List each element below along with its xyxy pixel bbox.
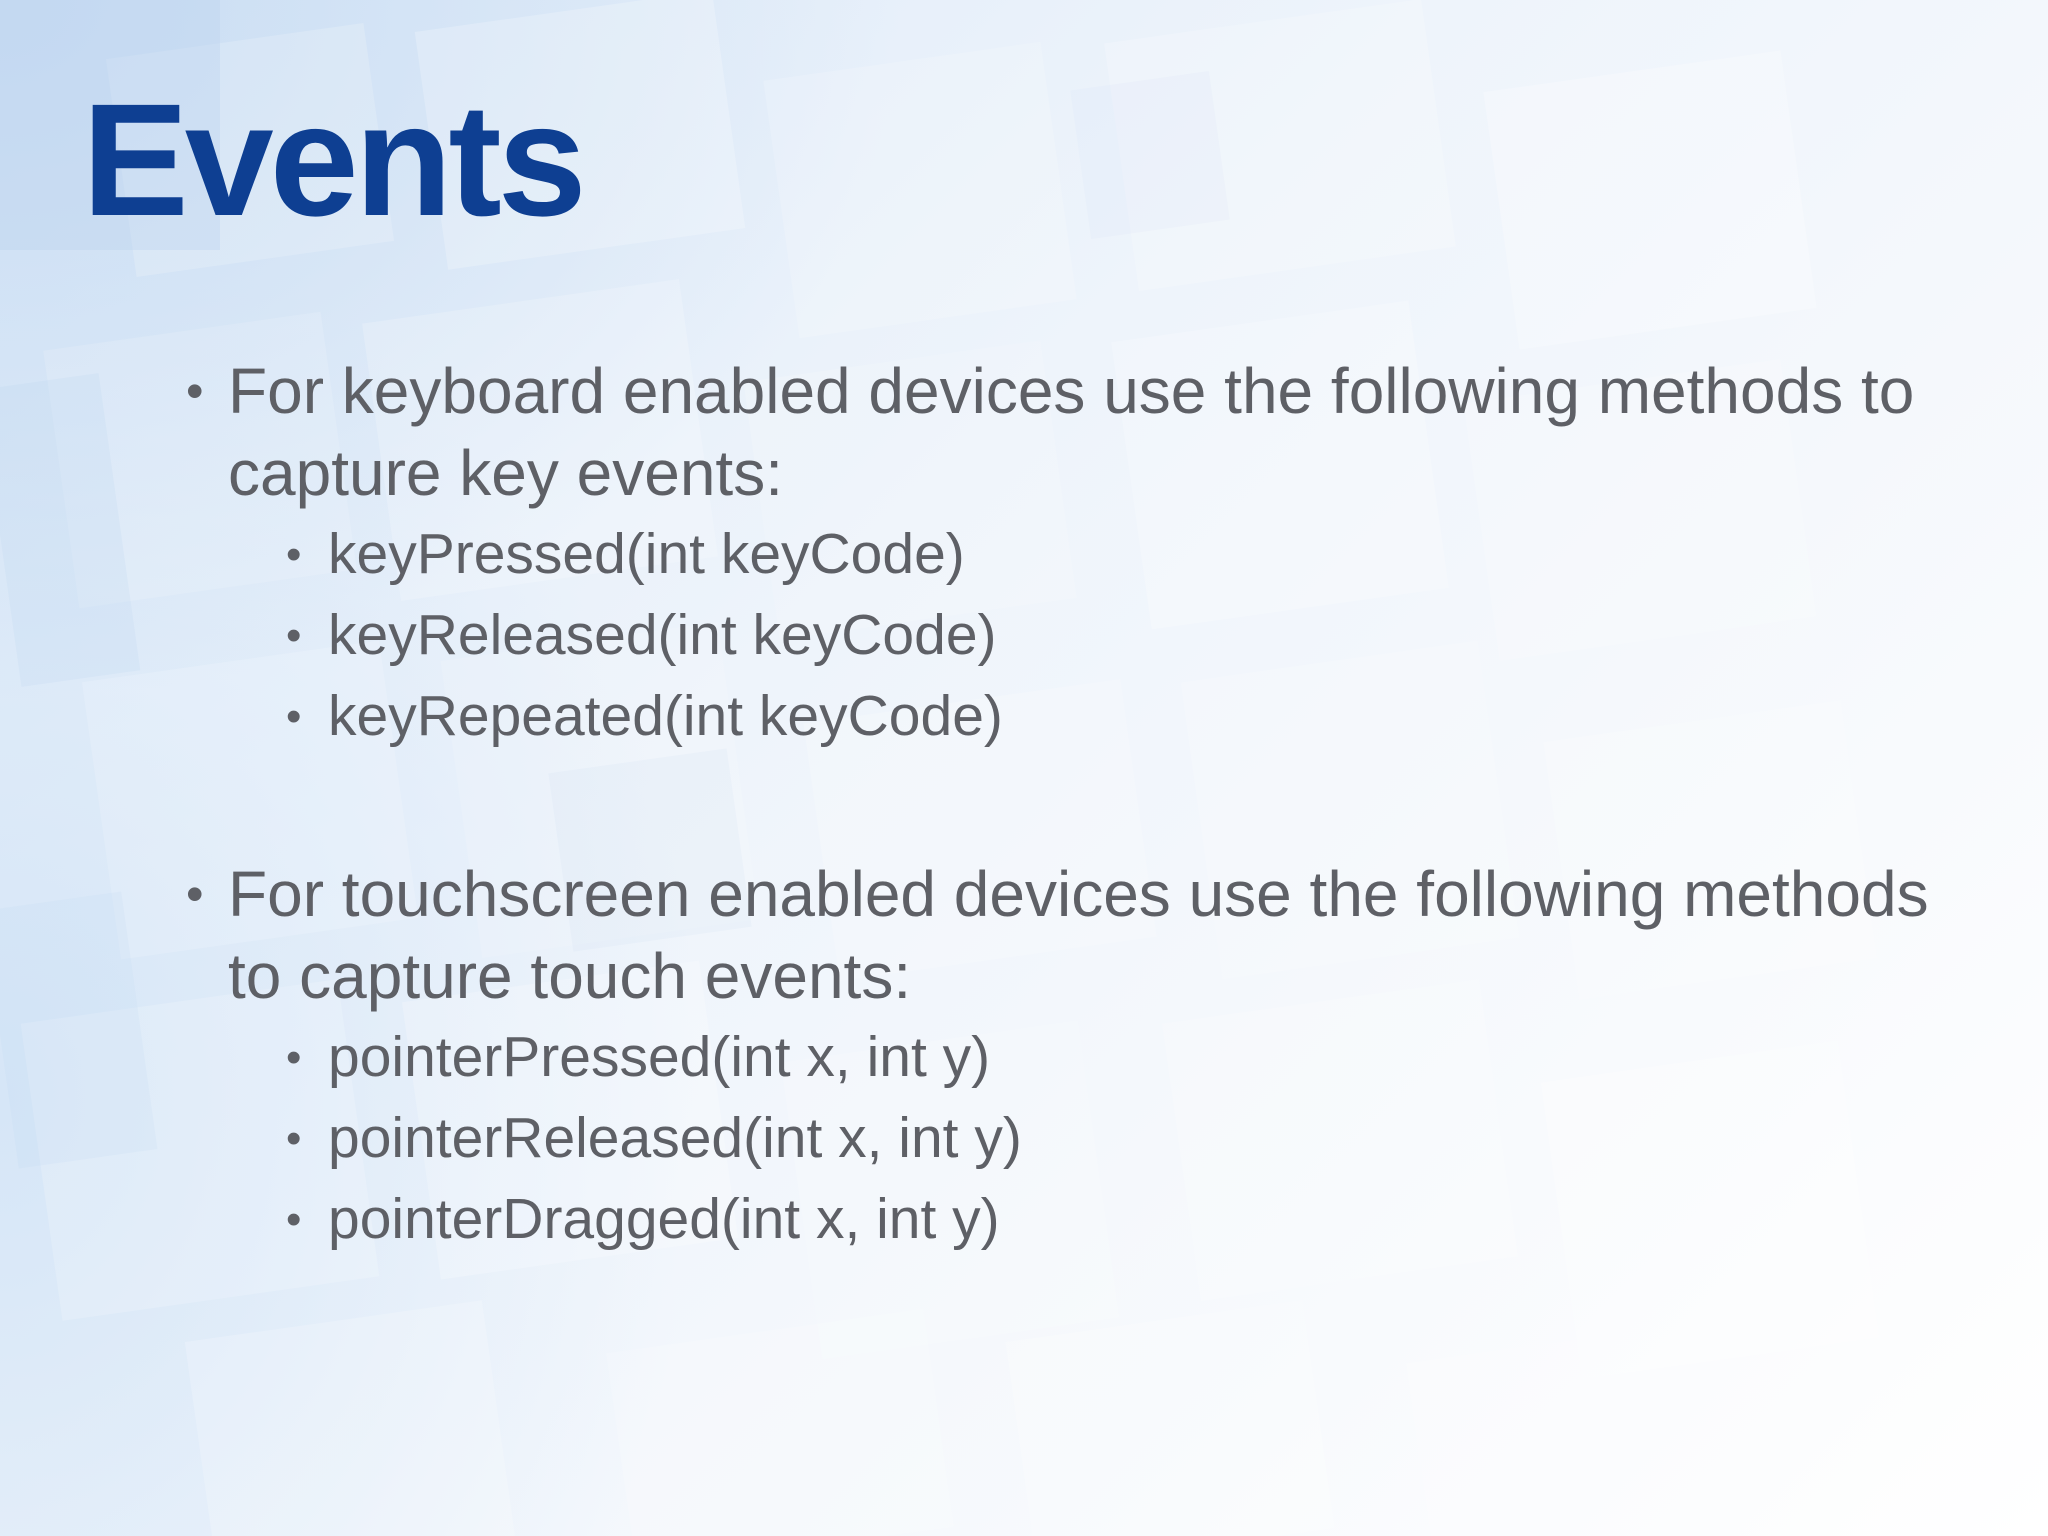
list-item-pointerpressed [180, 1017, 1980, 1098]
method-keyreleased: keyReleased(int keyCode) [328, 603, 997, 667]
slide-body [180, 350, 1980, 1260]
sub-bullet-marker: • [286, 1195, 302, 1244]
sub-bullet-marker: • [286, 1114, 302, 1163]
bullet-marker: • [186, 866, 204, 922]
method-pointerdragged: pointerDragged(int x, int y) [328, 1187, 1000, 1251]
list-item-keyrepeated [180, 676, 1980, 757]
list-item-keypressed [180, 514, 1980, 595]
bullet-keyboard [180, 350, 1980, 514]
sub-bullet-marker: • [286, 611, 302, 660]
list-item-pointerreleased [180, 1098, 1980, 1179]
keyboard-methods-list [180, 514, 1980, 757]
bullet-group-keyboard [180, 350, 1980, 757]
sub-bullet-marker: • [286, 692, 302, 741]
slide-title: Events [82, 70, 583, 249]
method-keyrepeated: keyRepeated(int keyCode) [328, 684, 1003, 748]
method-pointerreleased: pointerReleased(int x, int y) [328, 1106, 1022, 1170]
section-spacer [180, 757, 1980, 853]
method-keypressed: keyPressed(int keyCode) [328, 522, 965, 586]
sub-bullet-marker: • [286, 530, 302, 579]
list-item-pointerdragged [180, 1179, 1980, 1260]
bullet-keyboard-text: For keyboard enabled devices use the following methods to capture key events: [228, 355, 1915, 509]
bullet-marker: • [186, 363, 204, 419]
bullet-group-touchscreen [180, 853, 1980, 1260]
bullet-touchscreen [180, 853, 1980, 1017]
sub-bullet-marker: • [286, 1033, 302, 1082]
touch-methods-list [180, 1017, 1980, 1260]
list-item-keyreleased [180, 595, 1980, 676]
method-pointerpressed: pointerPressed(int x, int y) [328, 1025, 991, 1089]
bullet-touchscreen-text: For touchscreen enabled devices use the following methods to capture touch events: [228, 858, 1929, 1012]
